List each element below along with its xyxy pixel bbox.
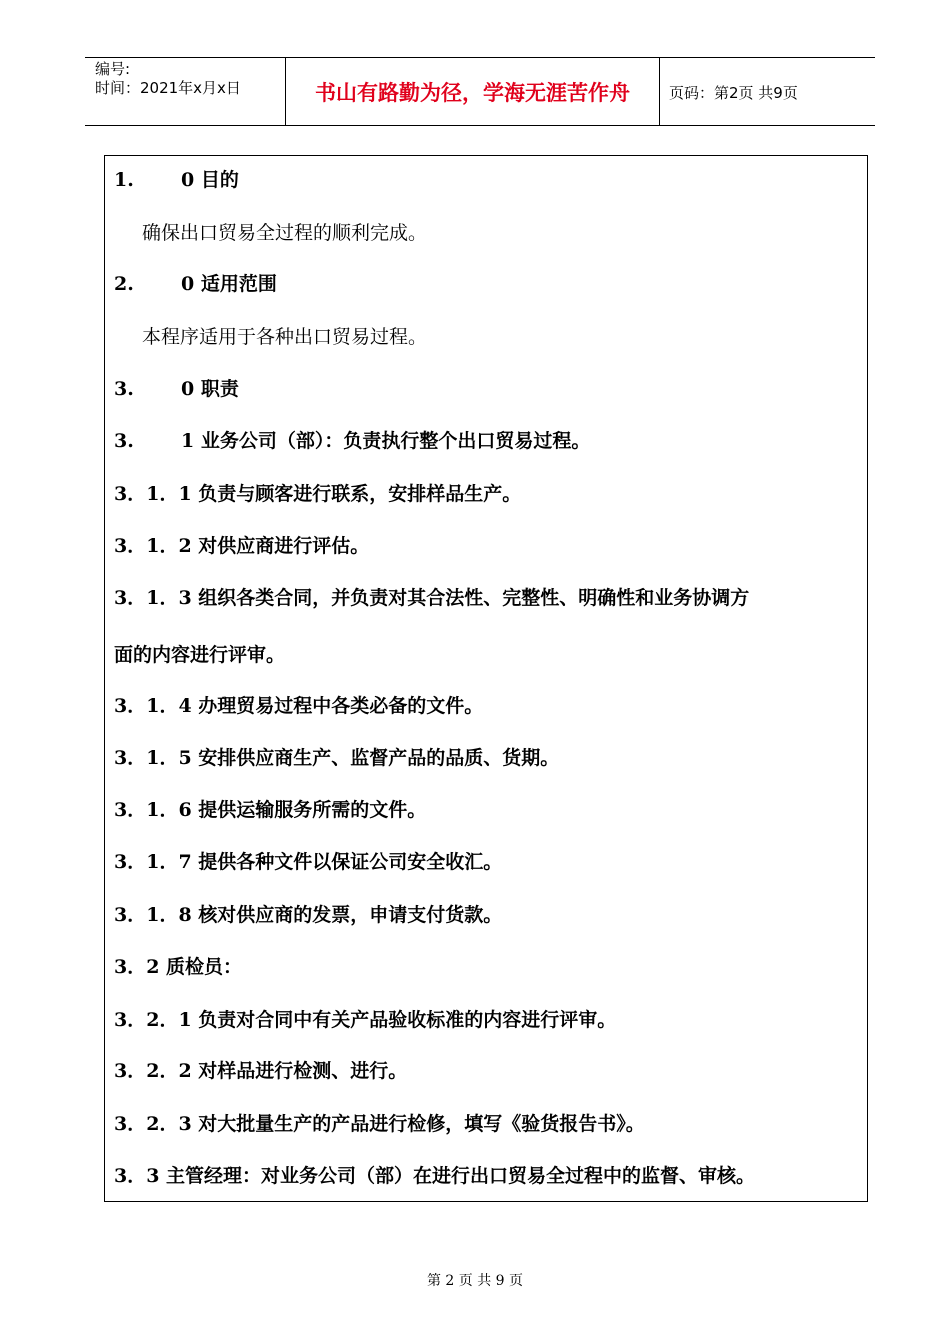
header-meta [95, 60, 241, 98]
item-3-2: 3．2 质检员： [114, 956, 243, 978]
section-1-text: 确保出口贸易全过程的顺利完成。 [142, 222, 428, 244]
item-3-2-3: 3．2．3 对大批量生产的产品进行检修，填写《验货报告书》。 [114, 1113, 645, 1135]
item-3-1-4: 3．1．4 办理贸易过程中各类必备的文件。 [114, 695, 484, 717]
item-3-1-3-line-1: 3．1．3 组织各类合同，并负责对其合法性、完整性、明确性和业务协调方 [114, 587, 750, 609]
section-number: 1. [114, 169, 134, 191]
item-3-1-7: 3．1．7 提供各种文件以保证公司安全收汇。 [114, 851, 503, 873]
section-number: 2. [114, 273, 134, 295]
section-number: 3. [114, 430, 134, 452]
item-3-1-3-line-2: 面的内容进行评审。 [114, 644, 286, 666]
item-3-1-6: 3．1．6 提供运输服务所需的文件。 [114, 799, 427, 821]
section-2-text: 本程序适用于各种出口贸易过程。 [142, 326, 428, 348]
item-3-3: 3．3 主管经理：对业务公司（部）在进行出口贸易全过程中的监督、审核。 [114, 1165, 756, 1187]
item-3-2-2: 3．2．2 对样品进行检测、进行。 [114, 1060, 408, 1082]
section-title: 0 职责 [181, 378, 239, 400]
content-box [104, 155, 868, 1202]
item-3-1-2: 3．1．2 对供应商进行评估。 [114, 535, 370, 557]
section-title: 1 业务公司（部）：负责执行整个出口贸易过程。 [181, 430, 591, 452]
section-title: 0 目的 [181, 169, 239, 191]
section-title: 0 适用范围 [181, 273, 277, 295]
item-3-2-1: 3．2．1 负责对合同中有关产品验收标准的内容进行评审。 [114, 1009, 617, 1031]
page-footer: 第 2 页 共 9 页 [426, 1273, 524, 1289]
section-number: 3. [114, 378, 134, 400]
item-3-1-5: 3．1．5 安排供应商生产、监督产品的品质、货期。 [114, 747, 560, 769]
section-3-heading [114, 377, 239, 401]
section-3-1-heading [114, 429, 590, 453]
header-divider-right [659, 57, 660, 126]
item-3-1-1: 3．1．1 负责与顾客进行联系，安排样品生产。 [114, 483, 522, 505]
header-motto: 书山有路勤为径，学海无涯苦作舟 [315, 80, 630, 105]
time-label: 时间：2021年x月x日 [95, 79, 241, 97]
header-page-info: 页码：第2页 共9页 [669, 84, 798, 102]
section-1-heading [114, 168, 239, 192]
item-3-1-8: 3．1．8 核对供应商的发票，申请支付货款。 [114, 904, 503, 926]
section-2-heading [114, 272, 277, 296]
serial-label: 编号: [95, 60, 131, 78]
